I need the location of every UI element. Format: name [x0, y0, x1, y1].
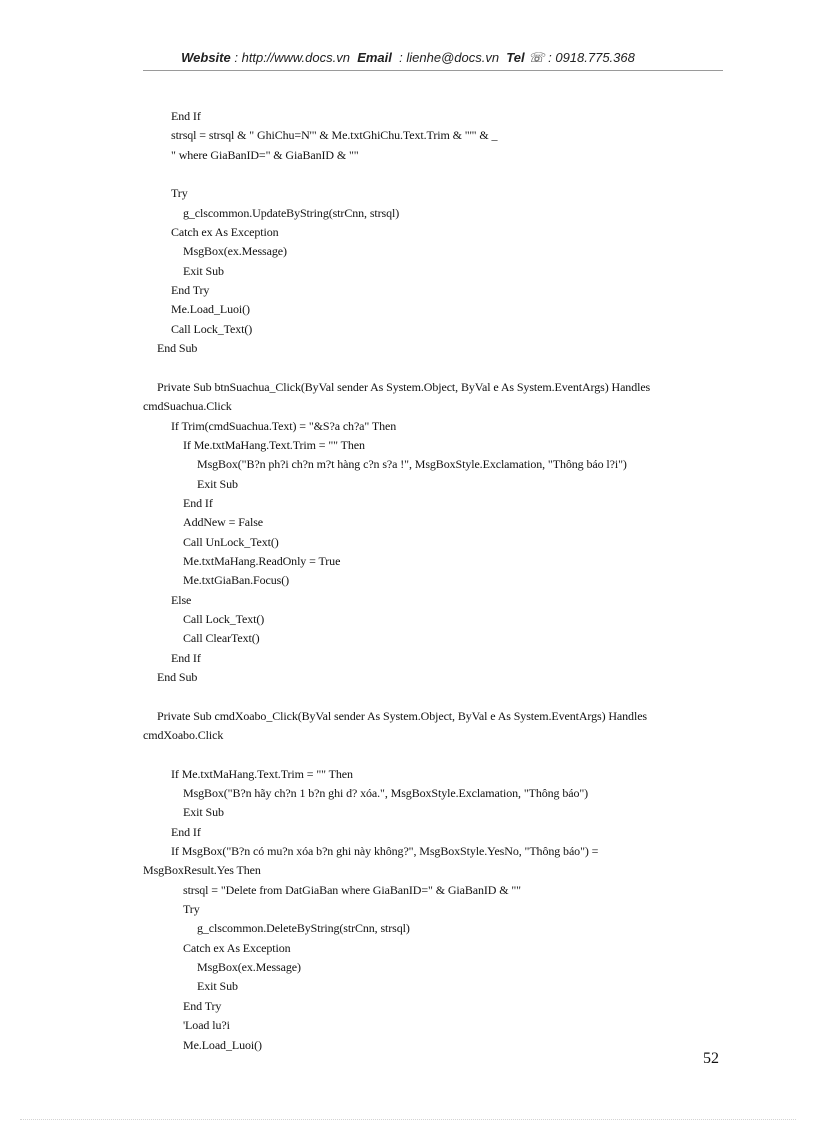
email-label: Email	[357, 50, 392, 65]
code-line: End Sub	[157, 669, 198, 684]
code-line: If Me.txtMaHang.Text.Trim = "" Then	[183, 437, 365, 452]
code-line: 'Load lu?i	[183, 1018, 230, 1033]
code-line: End Try	[183, 998, 222, 1013]
code-line: Me.txtMaHang.ReadOnly = True	[183, 553, 341, 568]
code-line: End If	[171, 109, 201, 123]
code-line: MsgBox(ex.Message)	[197, 960, 301, 975]
tel-number: : 0918.775.368	[548, 50, 635, 65]
code-line: MsgBox("B?n hãy ch?n 1 b?n ghi d? xóa.", MsgBoxStyle.Exclamation, "Thông báo")	[183, 786, 589, 801]
code-line: If Trim(cmdSuachua.Text) = "&S?a ch?a" Then	[171, 418, 397, 433]
code-line: cmdXoabo.Click	[143, 728, 224, 742]
code-line: Catch ex As Exception	[183, 940, 291, 955]
blank-line	[143, 687, 723, 706]
code-line: Call Lock_Text()	[171, 321, 253, 336]
page-number: 52	[703, 1050, 719, 1067]
code-line: Else	[171, 592, 192, 607]
code-line: Exit Sub	[197, 979, 238, 994]
code-line: Try	[171, 186, 188, 201]
code-line: Call ClearText()	[183, 631, 260, 646]
blank-line	[143, 745, 723, 764]
tel-label: Tel	[506, 50, 525, 65]
code-line: If Me.txtMaHang.Text.Trim = "" Then	[171, 766, 353, 781]
code-line: End Sub	[157, 341, 198, 356]
page-bottom-divider	[20, 1119, 796, 1120]
email-address[interactable]: : lienhe@docs.vn	[399, 50, 500, 65]
code-line: Me.txtGiaBan.Focus()	[183, 573, 289, 588]
header-divider	[143, 70, 723, 71]
code-line: End If	[171, 824, 201, 839]
code-line: Catch ex As Exception	[171, 225, 279, 240]
code-line: Me.Load_Luoi()	[183, 1037, 262, 1052]
code-line: cmdSuachua.Click	[143, 399, 232, 414]
website-url[interactable]: : http://www.docs.vn	[234, 50, 350, 65]
code-line: Exit Sub	[197, 476, 238, 491]
code-line: strsql = "Delete from DatGiaBan where GiaBanID=" & GiaBanID & ""	[183, 882, 521, 897]
code-line: Private Sub cmdXoabo_Click(ByVal sender As System.Object, ByVal e As System.EventArgs) Handles	[157, 708, 647, 723]
code-line: MsgBoxResult.Yes Then	[143, 863, 261, 878]
code-line: Exit Sub	[183, 263, 224, 278]
code-line: strsql = strsql & " GhiChu=N'" & Me.txtGhiChu.Text.Trim & "'" & _	[171, 128, 498, 143]
blank-line	[143, 358, 723, 377]
phone-icon: ☏	[528, 50, 545, 65]
code-line: " where GiaBanID=" & GiaBanID & ""	[171, 147, 359, 162]
code-line: g_clscommon.UpdateByString(strCnn, strsql)	[183, 205, 400, 220]
code-line: Call UnLock_Text()	[183, 534, 279, 549]
code-block	[143, 107, 723, 1055]
page-header	[0, 50, 816, 66]
code-line: End If	[171, 650, 201, 665]
code-line: End If	[183, 495, 213, 510]
code-line: If MsgBox("B?n có mu?n xóa b?n ghi này không?", MsgBoxStyle.YesNo, "Thông báo") =	[171, 844, 599, 859]
code-line: Me.Load_Luoi()	[171, 302, 250, 317]
code-line: AddNew = False	[183, 515, 264, 530]
website-label: Website	[181, 50, 231, 65]
code-line: MsgBox("B?n ph?i ch?n m?t hàng c?n s?a !", MsgBoxStyle.Exclamation, "Thông báo l?i")	[197, 457, 627, 472]
code-line: Private Sub btnSuachua_Click(ByVal sender As System.Object, ByVal e As System.EventArgs) Handles	[157, 379, 651, 394]
code-line: Call Lock_Text()	[183, 611, 265, 626]
code-line: End Try	[171, 283, 210, 298]
code-line: Try	[183, 902, 200, 917]
code-line: MsgBox(ex.Message)	[183, 244, 287, 259]
blank-line	[143, 165, 723, 184]
code-line: Exit Sub	[183, 805, 224, 820]
code-line: g_clscommon.DeleteByString(strCnn, strsql)	[197, 921, 410, 936]
